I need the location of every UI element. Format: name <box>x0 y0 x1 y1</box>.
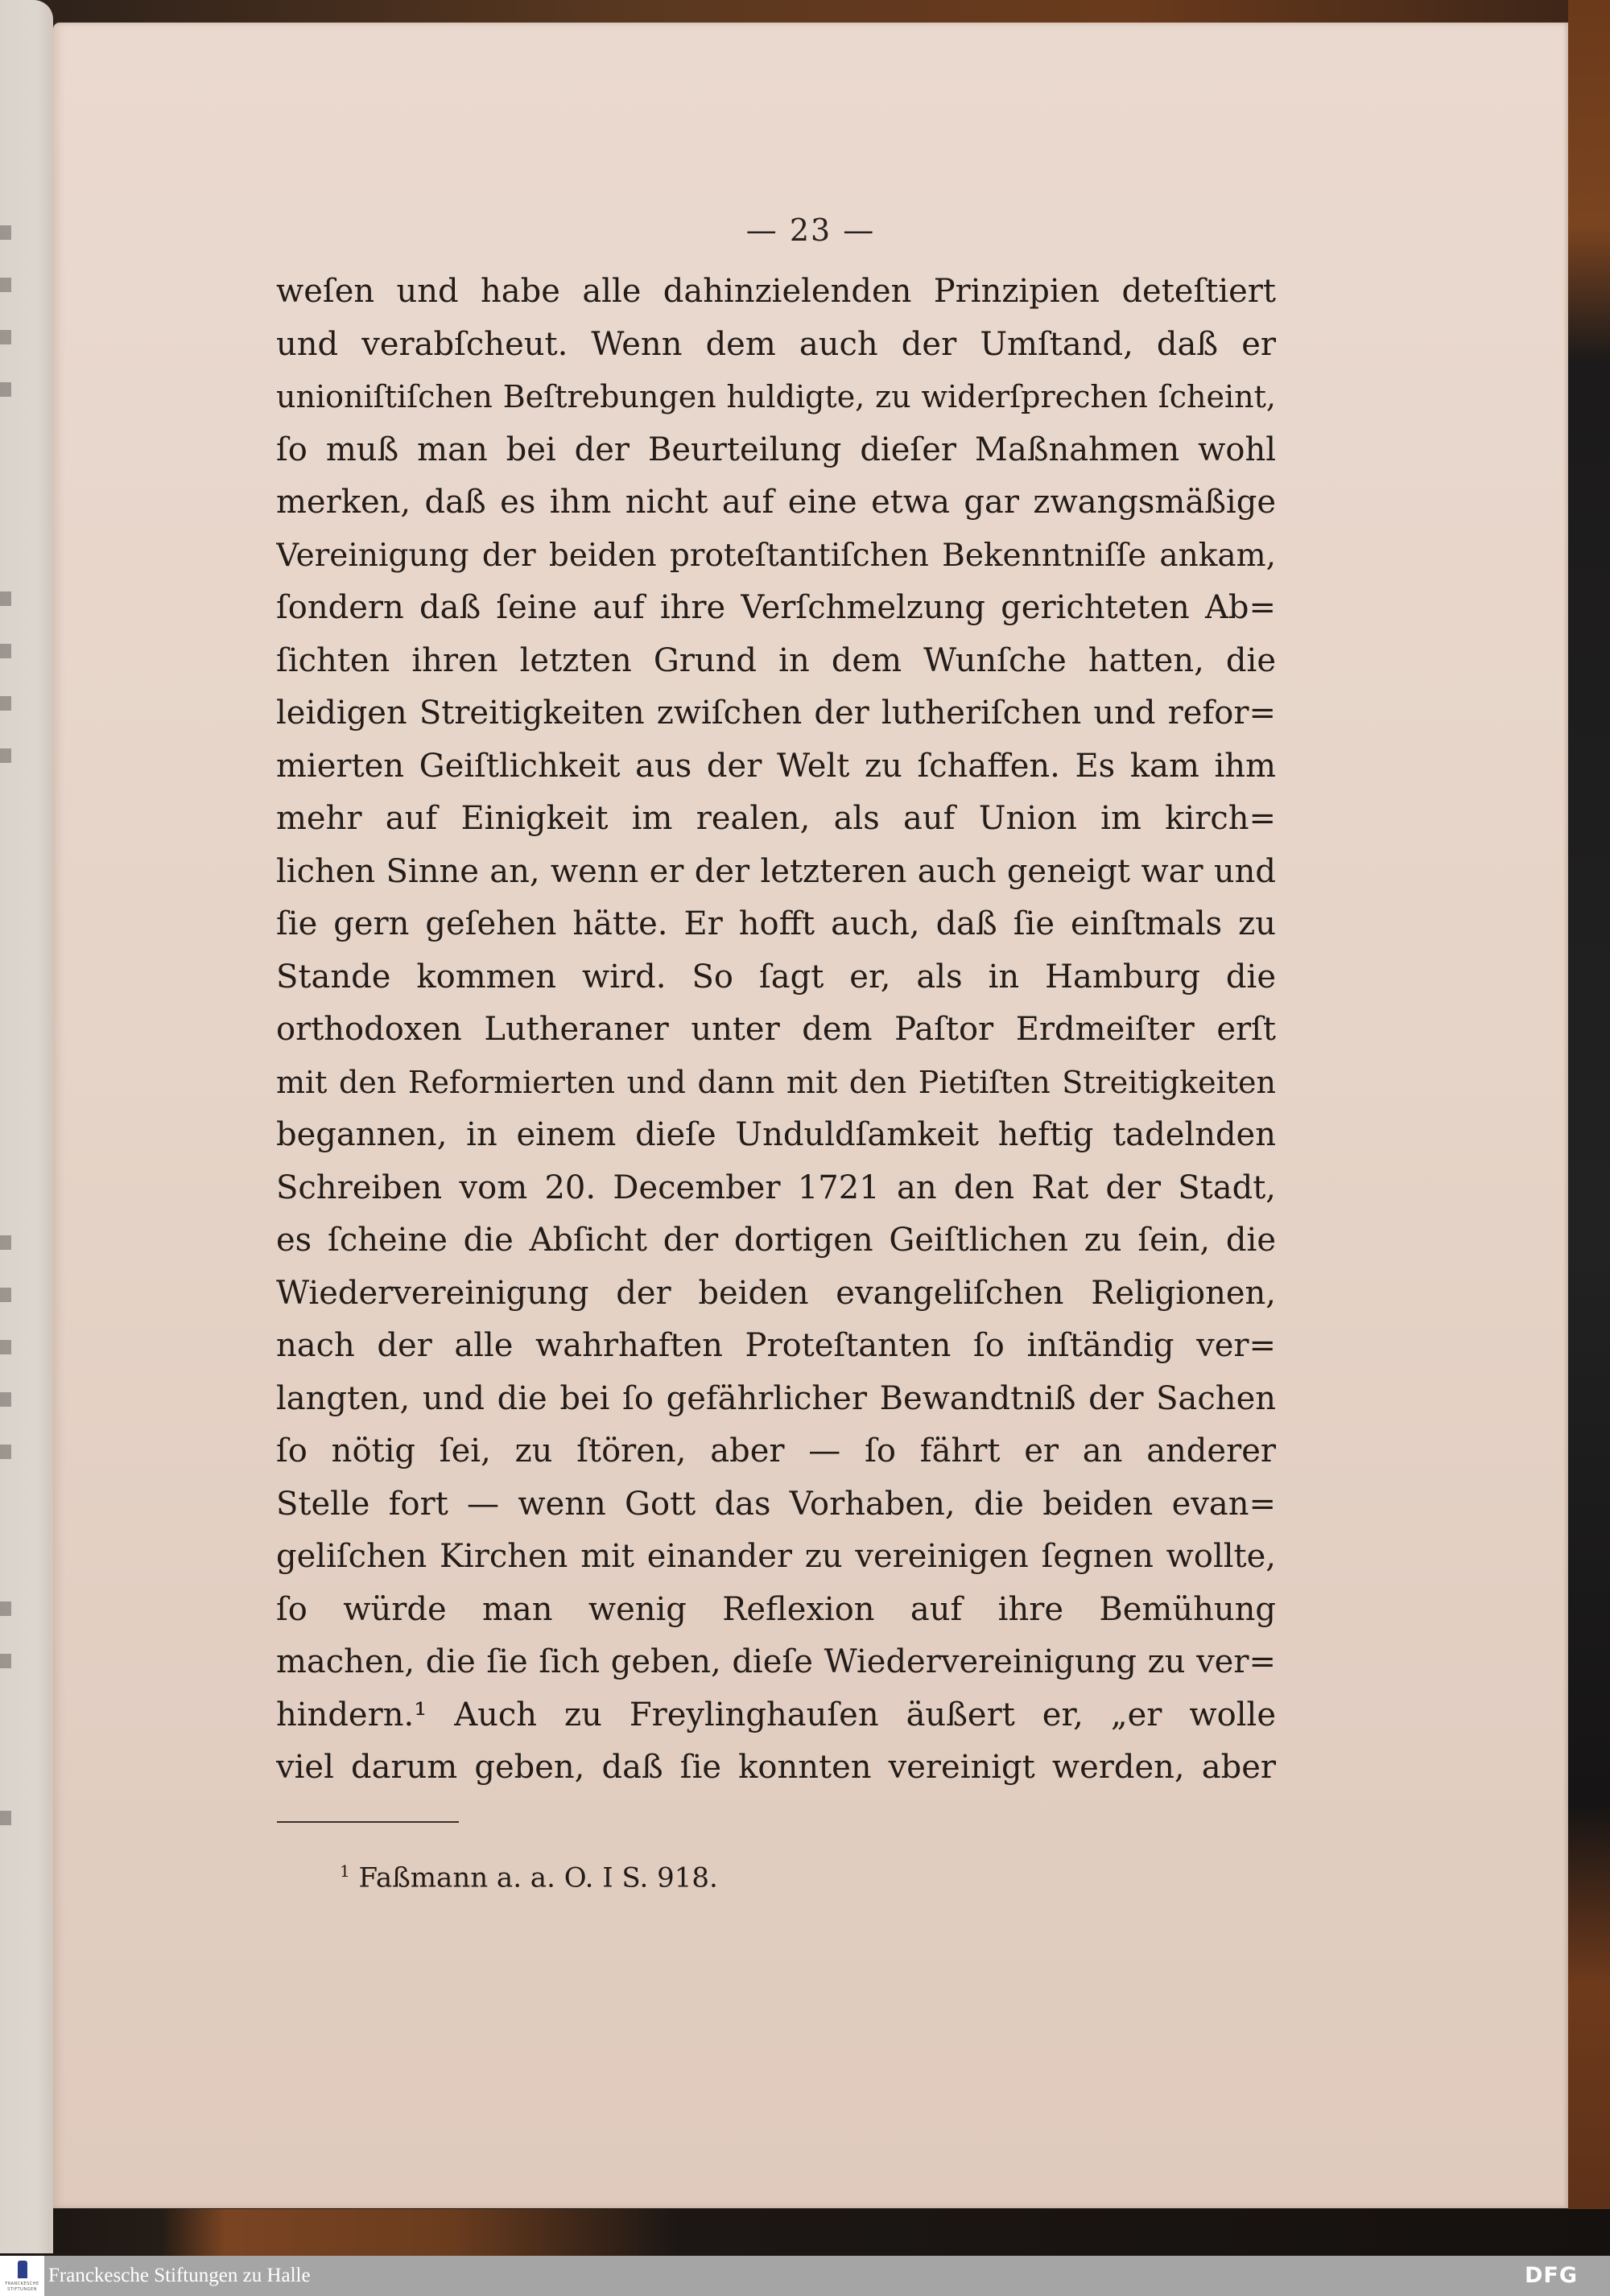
text-line: nach der alle wahrhaften Proteſtanten ſo inſtändig ver= <box>276 1327 1276 1364</box>
institution-logo[interactable] <box>0 2256 44 2296</box>
text-line: machen, die ſie ſich geben, dieſe Wiedervereinigung zu ver= <box>276 1643 1276 1680</box>
text-line: ſichten ihren letzten Grund in dem Wunſche hatten, die <box>276 641 1276 679</box>
text-line: mit den Reformierten und dann mit den Pietiſten Streitigkeiten <box>276 1064 1276 1100</box>
text-line: Stande kommen wird. So ſagt er, als in Hamburg die <box>276 958 1276 995</box>
text-line: Vereinigung der beiden proteſtantiſchen Bekenntniſſe ankam, <box>276 537 1276 574</box>
text-line: leidigen Streitigkeiten zwiſchen der lutheriſchen und refor= <box>276 695 1276 732</box>
dfg-logo[interactable]: DFG <box>1524 2263 1578 2288</box>
text-line: hindern.¹ Auch zu Freylinghauſen äußert er, „er wolle <box>276 1696 1276 1733</box>
facing-page-text-fragment <box>0 748 11 763</box>
footnote <box>340 1861 718 1894</box>
text-line: weſen und habe alle dahinzielenden Prinzipien deteſtiert <box>276 273 1276 310</box>
facing-page-text-fragment <box>0 696 11 711</box>
text-line: und verabſcheut. Wenn dem auch der Umſtand, daß er <box>276 325 1276 363</box>
text-line: geliſchen Kirchen mit einander zu vereinigen ſegnen wollte, <box>276 1538 1276 1575</box>
text-line: langten, und die bei ſo gefährlicher Bewandtniß der Sachen <box>276 1379 1276 1417</box>
footnote-separator <box>277 1821 459 1823</box>
text-line: unioniſtiſchen Beſtrebungen huldigte, zu widerſprechen ſcheint, <box>276 379 1276 414</box>
text-line: es ſcheine die Abſicht der dortigen Geiſtlichen zu ſein, die <box>276 1222 1276 1259</box>
facing-page-text-fragment <box>0 382 11 397</box>
facing-page-text-fragment <box>0 1445 11 1459</box>
book-cover-bottom <box>0 2209 1610 2256</box>
facing-page-text-fragment <box>0 1288 11 1302</box>
facing-page-text-fragment <box>0 1811 11 1825</box>
logo-figure-icon <box>18 2261 27 2278</box>
text-line: mierten Geiſtlichkeit aus der Welt zu ſchaffen. Es kam ihm <box>276 747 1276 785</box>
body-text <box>276 266 1276 1795</box>
institution-name[interactable]: Franckesche Stiftungen zu Halle <box>48 2265 311 2286</box>
facing-page-text-fragment <box>0 330 11 344</box>
facing-page-text-fragment <box>0 1235 11 1250</box>
footnote-text: Faßmann a. a. O. I S. 918. <box>358 1861 718 1894</box>
facing-page-edge <box>0 0 53 2253</box>
text-line: ſo nötig ſei, zu ſtören, aber — ſo fährt er an anderer <box>276 1432 1276 1470</box>
text-line: Wiedervereinigung der beiden evangeliſchen Religionen, <box>276 1274 1276 1312</box>
facing-page-text-fragment <box>0 1601 11 1616</box>
facing-page-text-fragment <box>0 1654 11 1668</box>
text-line: orthodoxen Lutheraner unter dem Paſtor Erdmeiſter erſt <box>276 1011 1276 1048</box>
text-line: viel darum geben, daß ſie konnten vereinigt werden, aber <box>276 1749 1276 1786</box>
text-line: ſondern daß ſeine auf ihre Verſchmelzung gerichteten Ab= <box>276 589 1276 626</box>
text-line: Stelle fort — wenn Gott das Vorhaben, die beiden evan= <box>276 1485 1276 1523</box>
facing-page-text-fragment <box>0 1340 11 1354</box>
facing-page-text-fragment <box>0 1392 11 1407</box>
text-line: begannen, in einem dieſe Unduldſamkeit heftig tadelnden <box>276 1116 1276 1153</box>
text-line: ſo würde man wenig Reflexion auf ihre Bemühung <box>276 1590 1276 1628</box>
text-line: mehr auf Einigkeit im realen, als auf Union im kirch= <box>276 800 1276 837</box>
text-line: merken, daß es ihm nicht auf eine etwa gar zwangsmäßige <box>276 484 1276 521</box>
footer-bar <box>0 2256 1610 2296</box>
book-page <box>53 23 1568 2208</box>
facing-page-text-fragment <box>0 225 11 240</box>
text-line: ſo muß man bei der Beurteilung dieſer Maßnahmen wohl <box>276 431 1276 468</box>
footnote-marker: 1 <box>340 1861 350 1881</box>
facing-page-text-fragment <box>0 278 11 292</box>
book-cover-right <box>1568 0 1610 2256</box>
page-number: — 23 — <box>745 212 876 248</box>
facing-page-text-fragment <box>0 592 11 606</box>
logo-text: FRANCKESCHE STIFTUNGEN <box>5 2282 39 2292</box>
text-line: ſie gern geſehen hätte. Er hofft auch, daß ſie einſtmals zu <box>276 905 1276 942</box>
facing-page-text-fragment <box>0 644 11 658</box>
text-line: Schreiben vom 20. December 1721 an den Rat der Stadt, <box>276 1169 1276 1206</box>
text-line: lichen Sinne an, wenn er der letzteren auch geneigt war und <box>276 852 1276 890</box>
